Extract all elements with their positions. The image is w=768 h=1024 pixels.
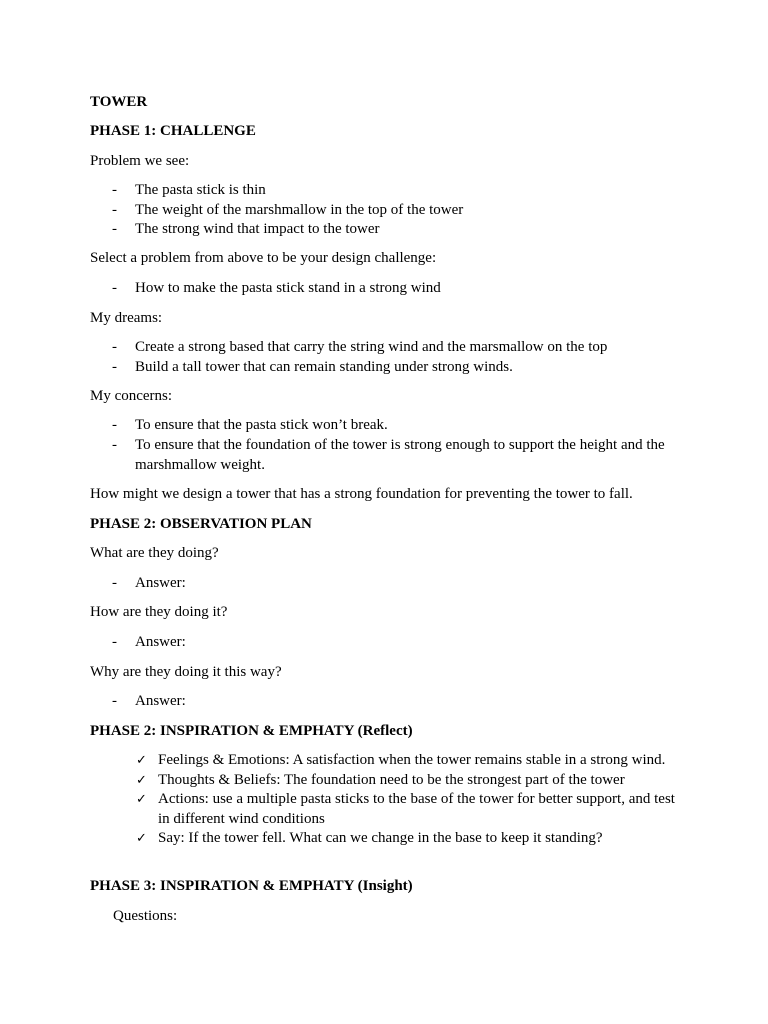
concern-item: To ensure that the pasta stick won’t break. — [135, 417, 388, 433]
observation-question: Why are they doing it this way? — [90, 664, 282, 680]
checkmark-icon: ✓ — [136, 753, 147, 768]
concern-item: To ensure that the foundation of the tower is strong enough to support the height and the marshmallow weight. — [135, 437, 665, 473]
answer-item: Answer: — [135, 634, 186, 650]
dash-bullet-icon: - — [112, 221, 117, 237]
checkmark-icon: ✓ — [136, 772, 147, 788]
dash-bullet-icon: - — [112, 182, 117, 198]
reflect-item: Thoughts & Beliefs: The foundation need to be the strongest part of the tower — [158, 771, 625, 788]
dash-bullet-icon: - — [112, 634, 117, 650]
dash-bullet-icon: - — [112, 693, 117, 709]
dreams-label: My dreams: — [90, 310, 163, 326]
phase2-observation-heading: PHASE 2: OBSERVATION PLAN — [90, 516, 312, 532]
dash-bullet-icon: - — [112, 437, 117, 453]
how-might-we-statement: How might we design a tower that has a strong foundation for preventing the tower to fall. — [90, 486, 633, 502]
problem-label: Problem we see: — [90, 153, 190, 169]
phase1-heading: PHASE 1: CHALLENGE — [90, 123, 256, 139]
observation-question: What are they doing? — [90, 545, 219, 561]
document-title: TOWER — [90, 94, 148, 110]
dream-item: Create a strong based that carry the string wind and the marsmallow on the top — [135, 339, 608, 355]
reflect-item: Feelings & Emotions: A satisfaction when the tower remains stable in a strong wind. — [158, 752, 666, 768]
answer-item: Answer: — [135, 575, 186, 591]
dash-bullet-icon: - — [112, 417, 117, 433]
dream-item: Build a tall tower that can remain standing under strong winds. — [135, 358, 513, 375]
concerns-label: My concerns: — [90, 388, 173, 404]
problem-item: The strong wind that impact to the tower — [135, 221, 380, 237]
reflect-item: Say: If the tower fell. What can we change in the base to keep it standing? — [158, 829, 603, 846]
phase3-heading: PHASE 3: INSPIRATION & EMPHATY (Insight) — [90, 878, 413, 894]
phase2-inspiration-heading: PHASE 2: INSPIRATION & EMPHATY (Reflect) — [90, 723, 413, 739]
questions-label: Questions: — [113, 908, 178, 924]
dash-bullet-icon: - — [112, 575, 117, 591]
select-label: Select a problem from above to be your design challenge: — [90, 250, 437, 266]
dash-bullet-icon: - — [112, 358, 117, 375]
selected-challenge: How to make the pasta stick stand in a strong wind — [135, 280, 441, 296]
dash-bullet-icon: - — [112, 339, 117, 355]
observation-question: How are they doing it? — [90, 604, 228, 620]
checkmark-icon: ✓ — [136, 830, 147, 846]
checkmark-icon: ✓ — [136, 792, 147, 807]
problem-item: The weight of the marshmallow in the top of the tower — [135, 201, 464, 218]
dash-bullet-icon: - — [112, 280, 117, 296]
dash-bullet-icon: - — [112, 201, 117, 218]
problem-item: The pasta stick is thin — [135, 182, 266, 198]
answer-item: Answer: — [135, 693, 186, 709]
reflect-item: Actions: use a multiple pasta sticks to the base of the tower for better support, and test in different wind conditions — [158, 791, 675, 827]
